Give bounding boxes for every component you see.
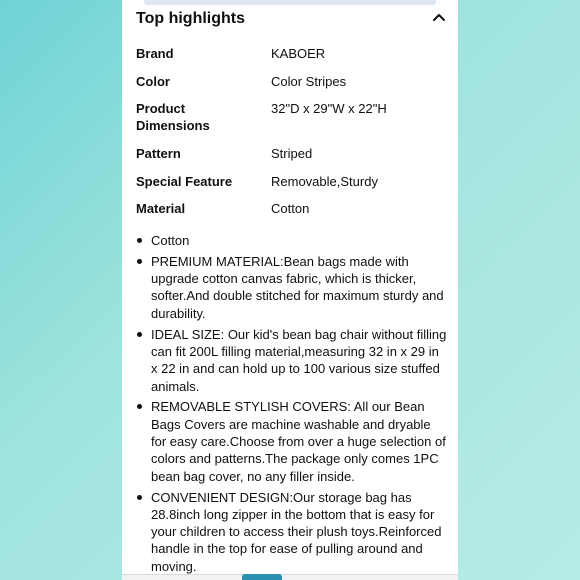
- spec-value: Removable,Sturdy: [271, 174, 378, 189]
- bullet-dot-icon: [137, 332, 142, 337]
- spec-label: Color: [136, 74, 170, 89]
- bullet-dot-icon: [137, 259, 142, 264]
- section-title: Top highlights: [136, 10, 246, 27]
- spec-label: Brand: [136, 46, 174, 61]
- spec-label: Product Dimensions: [136, 101, 210, 133]
- bullet-text: PREMIUM MATERIAL:Bean bags made with upgrade cotton canvas fabric, which is thicker, softer.And double stitched for maximum sturdy and durability.: [151, 253, 444, 321]
- chevron-up-icon[interactable]: [430, 10, 448, 24]
- bullet-dot-icon: [137, 495, 142, 500]
- list-item: [136, 489, 448, 575]
- list-item: [136, 398, 448, 484]
- spec-value: KABOER: [271, 46, 326, 61]
- bullet-text: REMOVABLE STYLISH COVERS: All our Bean Bags Covers are machine washable and dryable for easy care.Choose from over a huge selection of colors and patterns.The package only comes 1PC bean bag cover, no any filler inside.: [151, 399, 446, 484]
- spec-value: 32"D x 29"W x 22"H: [271, 101, 387, 116]
- bullet-dot-icon: [137, 404, 142, 409]
- spec-value: Striped: [271, 146, 313, 161]
- spec-value: Cotton: [271, 201, 310, 216]
- feature-bullet-list: [136, 232, 448, 579]
- top-highlights-header[interactable]: [136, 9, 448, 31]
- list-item: [136, 326, 448, 395]
- list-item: [136, 253, 448, 322]
- spec-label: Material: [136, 201, 186, 216]
- bullet-text: Cotton: [151, 233, 190, 248]
- bullet-dot-icon: [137, 238, 142, 243]
- bottom-tab-indicator[interactable]: [242, 574, 282, 580]
- spec-label: Pattern: [136, 146, 181, 161]
- bottom-toolbar: [122, 574, 458, 580]
- product-details-panel: [122, 0, 458, 580]
- spec-label: Special Feature: [136, 174, 233, 189]
- spec-value: Color Stripes: [271, 74, 347, 89]
- top-divider: [144, 0, 436, 5]
- bullet-text: CONVENIENT DESIGN:Our storage bag has 28.8inch long zipper in the bottom that is easy for your children to access their plush toys.Reinforced handle in the top for ease of pulling around and moving.: [151, 489, 442, 574]
- list-item: [136, 232, 448, 249]
- bullet-text: IDEAL SIZE: Our kid's bean bag chair without filling can fit 200L filling material,measuring 32 in x 29 in x 22 in and can hold up to 100 various size stuffed animals.: [151, 326, 447, 394]
